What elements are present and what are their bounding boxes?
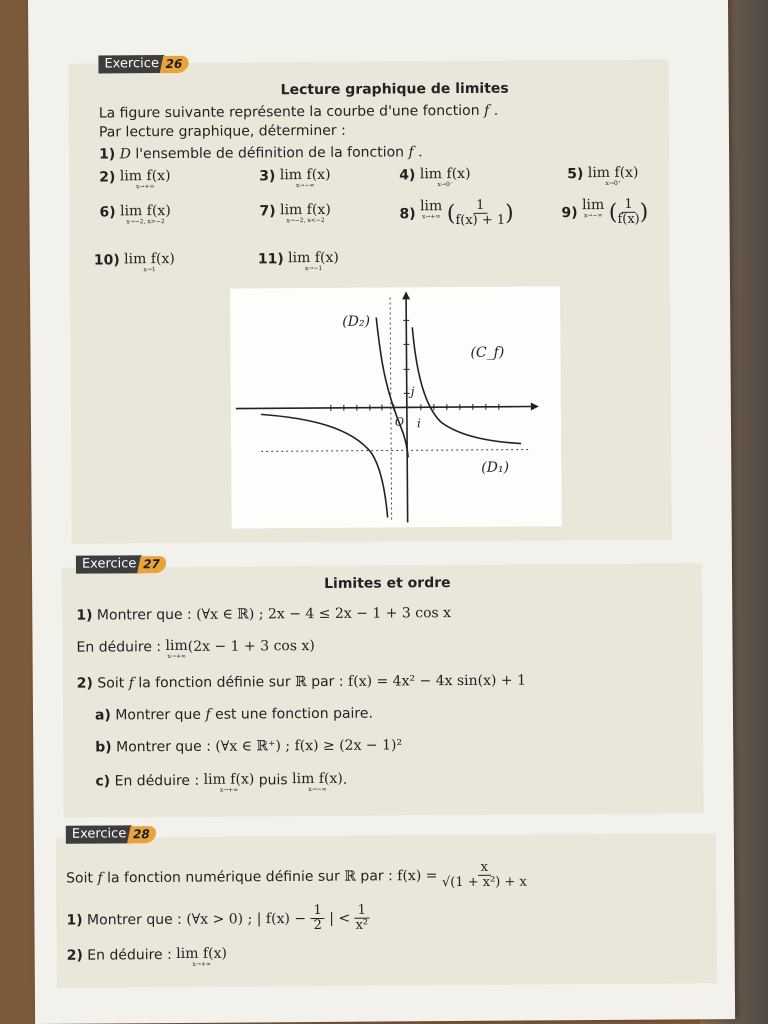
label-d1: (D₁) — [481, 459, 510, 476]
axis-ticks — [330, 320, 499, 411]
label-cf: (C_f) — [470, 344, 505, 361]
exercise-number: 26 — [160, 55, 190, 72]
exercise-number: 28 — [128, 826, 158, 843]
limit-question-9: 9) lim x→−∞ ( $\frac{1}{f(x)}$ ) — [561, 196, 649, 228]
asymptote-d1 — [261, 449, 531, 451]
label-d2: (D₂) — [342, 313, 371, 330]
exercise-27-question-2c: c) En déduire : lim f(x) x→+∞ puis lim f(x) x→−∞ . — [95, 770, 348, 794]
exercise-26-title: Lecture graphique de limites — [280, 80, 509, 99]
exercise-27-question-1: 1) Montrer que : (∀x ∈ ℝ) ; 2x − 4 ≤ 2x − 1 + 3 cos x — [76, 605, 452, 624]
x-axis — [236, 406, 531, 408]
exercise-26-intro-line1: La figure suivante représente la courbe d'une fonction f . — [98, 102, 499, 122]
exercise-27-question-2: 2) Soit f la fonction définie sur ℝ par : f(x) = 4x² − 4x sin(x) + 1 — [76, 672, 527, 692]
limit-question-5: 5) lim f(x) x→0⁺ — [567, 164, 639, 187]
exercise-28-tag — [66, 825, 156, 844]
limit-question-11: 11) lim f(x) x→−1 — [257, 249, 339, 273]
exercise-26-question-1: 1) D l'ensemble de définition de la fonction f . — [99, 144, 423, 163]
curve-left-branch — [261, 414, 388, 519]
function-graph — [230, 286, 562, 528]
label-i: i — [416, 416, 421, 431]
exercise-number: 27 — [138, 556, 168, 573]
limit-question-3: 3) lim f(x) x→−∞ — [259, 166, 331, 190]
exercise-27-tag — [76, 555, 166, 574]
exercise-27-deduce-1: En déduire : lim x→+∞ (2x − 1 + 3 cos x) — [76, 637, 315, 661]
textbook-page — [28, 0, 735, 1024]
exercise-27-question-2a: a) Montrer que f est une fonction paire. — [94, 705, 373, 724]
limit-question-2: 2) lim f(x) x→+∞ — [99, 168, 171, 191]
limit-question-10: 10) lim f(x) x→1 — [93, 250, 175, 274]
label-j: j — [410, 384, 415, 399]
exercise-28-question-1: 1) Montrer que : (∀x > 0) ; | f(x) − $\frac{1}{2}$ | < $\frac{1}{\text{x²}}$ — [66, 902, 369, 934]
exercise-28-intro: Soit f la fonction numérique définie sur ℝ par : f(x) = $\frac{x}{\text{√(1 + x²) + x}}$ — [66, 859, 527, 891]
limit-question-7: 7) lim f(x) x→−2, x<−2 — [259, 201, 331, 225]
exercise-28-question-2: 2) En déduire : lim f(x) x→+∞ — [66, 945, 227, 968]
exercise-27-question-2b: b) Montrer que : (∀x ∈ ℝ⁺) ; f(x) ≥ (2x − 1)² — [95, 737, 403, 756]
x-axis-arrow — [531, 402, 539, 410]
asymptote-d2 — [390, 297, 392, 522]
limit-question-8: 8) lim x→+∞ ( $\frac{1}{f(x) + 1}$ ) — [399, 197, 514, 229]
exercise-label: Exercice — [76, 555, 143, 573]
exercise-26-intro-line2: Par lecture graphique, déterminer : — [98, 122, 346, 141]
limit-question-6: 6) lim f(x) x→−2, x>−2 — [99, 203, 171, 226]
limit-question-4: 4) lim f(x) x→0⁻ — [399, 165, 471, 189]
curve-right-branch — [412, 327, 521, 445]
exercise-26-tag — [98, 55, 188, 74]
exercise-label: Exercice — [66, 825, 133, 843]
curve-middle-branch — [376, 317, 408, 457]
exercise-27-title: Limites et ordre — [324, 575, 451, 592]
y-axis-arrow — [402, 291, 410, 299]
y-axis — [406, 297, 408, 522]
graph-svg — [230, 286, 562, 528]
exercise-label: Exercice — [98, 55, 165, 73]
label-origin: O — [394, 415, 405, 429]
